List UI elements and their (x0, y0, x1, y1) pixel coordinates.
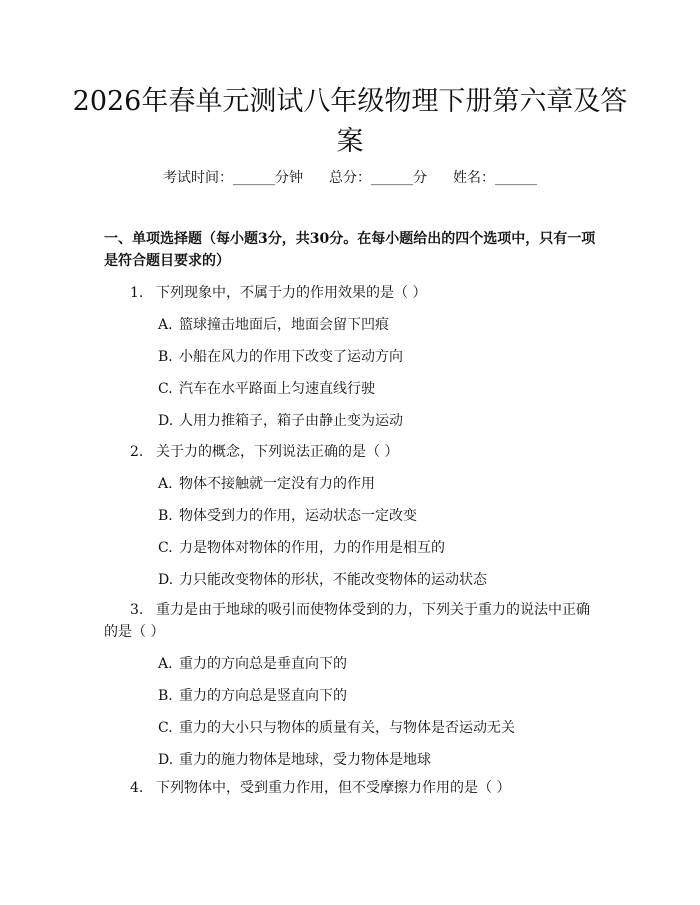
option-3a: A. 重力的方向总是垂直向下的 (158, 656, 347, 672)
option-3d: D. 重力的施力物体是地球，受力物体是地球 (158, 752, 431, 768)
question-2 (104, 441, 602, 463)
option-1d: D. 人用力推箱子，箱子由静止变为运动 (158, 413, 403, 429)
option-2d: D. 力只能改变物体的形状，不能改变物体的运动状态 (158, 572, 487, 588)
option-3b: B. 重力的方向总是竖直向下的 (158, 688, 347, 704)
question-text: 下列物体中，受到重力作用，但不受摩擦力作用的是（ ） (156, 780, 511, 796)
question-1 (104, 282, 602, 304)
question-text: 下列现象中，不属于力的作用效果的是（ ） (156, 285, 427, 301)
option-2a: A. 物体不接触就一定没有力的作用 (158, 476, 375, 492)
total-score-field: 总分：______分 (329, 170, 427, 186)
option-1b: B. 小船在风力的作用下改变了运动方向 (158, 349, 403, 365)
question-number: 3. (130, 602, 144, 618)
document-title: 2026年春单元测试八年级物理下册第六章及答案 (72, 86, 628, 157)
question-text: 关于力的概念，下列说法正确的是（ ） (156, 444, 399, 460)
option-1c: C. 汽车在水平路面上匀速直线行驶 (158, 381, 375, 397)
question-number: 1. (130, 285, 144, 301)
question-number: 4. (130, 780, 144, 796)
option-2c: C. 力是物体对物体的作用，力的作用是相互的 (158, 540, 445, 556)
student-name-field: 姓名：______ (453, 170, 537, 186)
option-2b: B. 物体受到力的作用，运动状态一定改变 (158, 508, 417, 524)
option-3c: C. 重力的大小只与物体的质量有关，与物体是否运动无关 (158, 720, 515, 736)
exam-meta-line (0, 168, 700, 188)
question-number: 2. (130, 444, 144, 460)
exam-time-field: 考试时间：______分钟 (163, 170, 303, 186)
question-4 (104, 777, 602, 799)
question-text: 重力是由于地球的吸引而使物体受到的力，下列关于重力的说法中正确的是（ ） (104, 602, 590, 640)
question-3 (104, 599, 602, 643)
option-1a: A. 篮球撞击地面后，地面会留下凹痕 (158, 317, 389, 333)
section-heading-single-choice: 一、单项选择题（每小题3分，共30分。在每小题给出的四个选项中，只有一项是符合题目要求的） (104, 231, 596, 269)
